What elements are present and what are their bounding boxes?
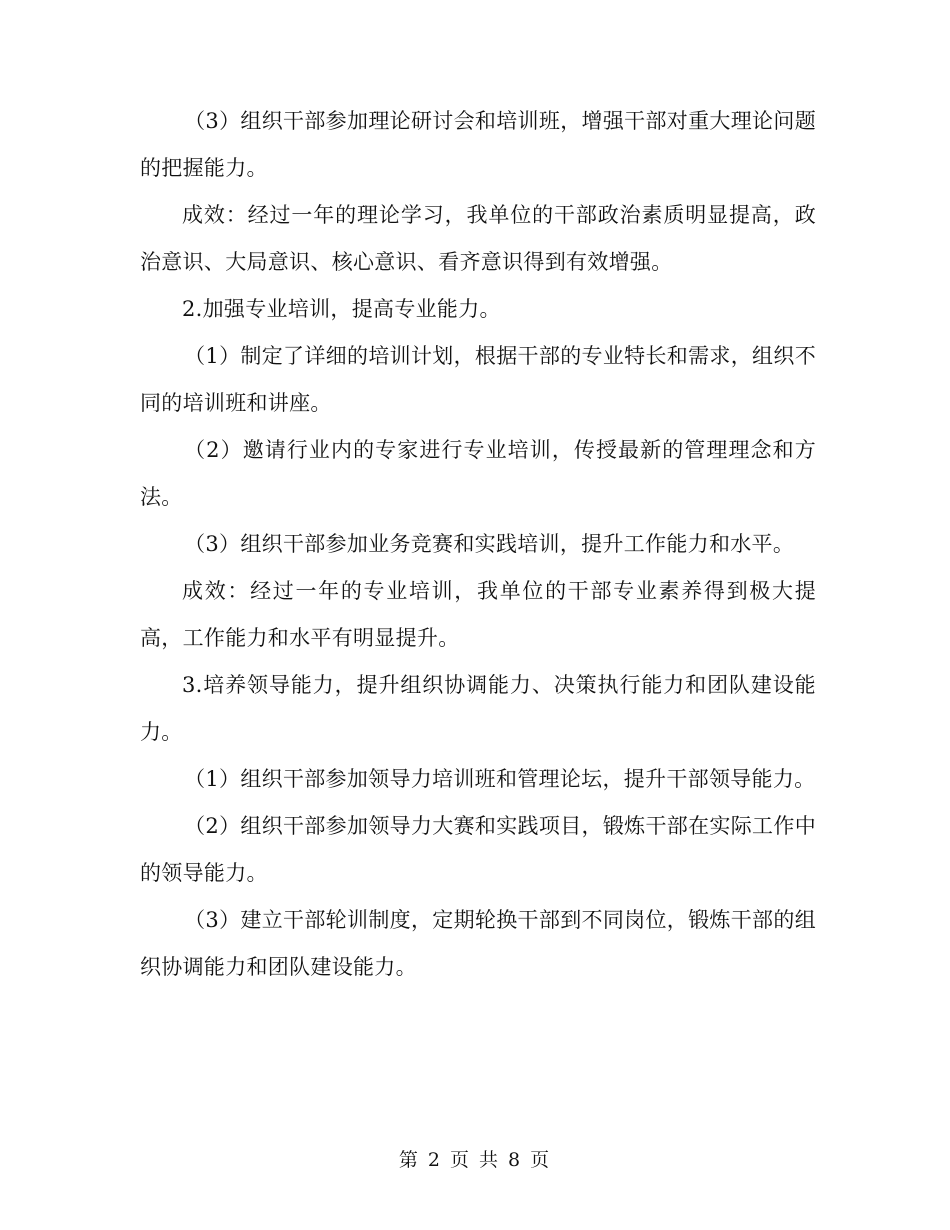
paragraph-item-2-leadership-contest: （2）组织干部参加领导力大赛和实践项目，锻炼干部在实际工作中的领导能力。 xyxy=(140,814,816,885)
paragraph-item-3-competition: （3）组织干部参加业务竞赛和实践培训，提升工作能力和水平。 xyxy=(184,532,795,556)
document-body xyxy=(140,98,816,991)
paragraph-item-3-rotation: （3）建立干部轮训制度，定期轮换干部到不同岗位，锻炼干部的组织协调能力和团队建设能力。 xyxy=(140,908,816,979)
paragraph-item-1-training-plan: （1）制定了详细的培训计划，根据干部的专业特长和需求，组织不同的培训班和讲座。 xyxy=(140,344,816,415)
paragraph-result-theory: 成效：经过一年的理论学习，我单位的干部政治素质明显提高，政治意识、大局意识、核心意识、看齐意识得到有效增强。 xyxy=(140,203,816,274)
page-number-footer: 第 2 页 共 8 页 xyxy=(398,1149,552,1171)
paragraph-heading-professional-training: 2.加强专业培训，提高专业能力。 xyxy=(182,297,501,321)
paragraph-item-2-experts: （2）邀请行业内的专家进行专业培训，传授最新的管理理念和方法。 xyxy=(140,438,816,509)
paragraph-item-1-leadership-class: （1）组织干部参加领导力培训班和管理论坛，提升干部领导能力。 xyxy=(184,767,816,791)
paragraph-heading-leadership: 3.培养领导能力，提升组织协调能力、决策执行能力和团队建设能力。 xyxy=(140,673,816,744)
paragraph-result-professional: 成效：经过一年的专业培训，我单位的干部专业素养得到极大提高，工作能力和水平有明显提升。 xyxy=(140,579,816,650)
paragraph-item-3-seminar: （3）组织干部参加理论研讨会和培训班，增强干部对重大理论问题的把握能力。 xyxy=(140,109,816,180)
